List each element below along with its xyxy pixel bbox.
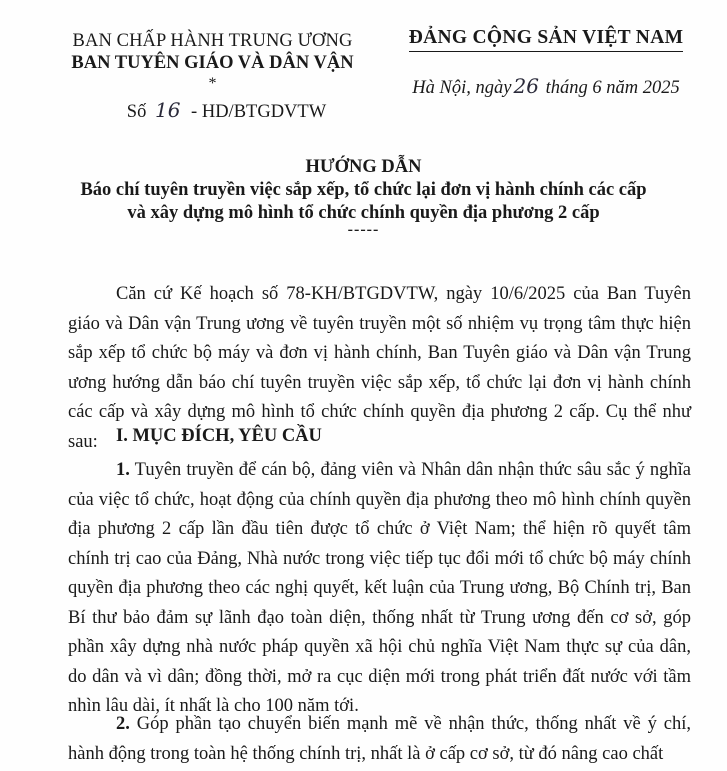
document-subtitle-line1: Báo chí tuyên truyền việc sắp xếp, tổ chức lại đơn vị hành chính các cấp (80, 180, 647, 200)
item-1-block (68, 456, 691, 722)
party-name: ĐẢNG CỘNG SẢN VIỆT NAM (409, 26, 684, 52)
document-type-title: HƯỚNG DẪN (305, 157, 422, 177)
issuing-agency-header (40, 30, 385, 123)
item-2-paragraph (68, 710, 691, 769)
document-number-handwritten: 16 (154, 98, 181, 122)
document-subtitle-line2: và xây dựng mô hình tổ chức chính quyền địa phương 2 cấp (127, 202, 600, 223)
document-number-suffix: - HD/BTGDVTW (191, 102, 327, 122)
date-prefix: Hà Nội, ngày (412, 78, 512, 98)
item-1-paragraph (68, 456, 691, 722)
item-2-number: 2. (116, 714, 130, 734)
central-committee-name: BAN CHẤP HÀNH TRUNG ƯƠNG (72, 31, 353, 51)
section-heading: I. MỤC ĐÍCH, YÊU CẦU (116, 426, 322, 446)
document-number (40, 99, 385, 123)
document-title-block (40, 156, 687, 236)
place-date-line (398, 75, 694, 99)
party-header (398, 26, 694, 99)
item-1-text: Tuyên truyền để cán bộ, đảng viên và Nhân dân nhận thức sâu sắc ý nghĩa của việc tổ chức, hoạt động của chính quyền địa phương theo mô hình chính quyền địa phương 2 cấp lần đầu tiên được tổ chức ở Việt Nam; thể hiện rõ quyết tâm chính trị cao của Đảng, Nhà nước trong việc tiếp tục đổi mới tổ chức bộ máy chính quyền địa phương theo các nghị quyết, kết luận của Trung ương, Bộ Chính trị, Ban Bí thư bảo đảm sự lãnh đạo toàn diện, thống nhất từ Trung ương đến cơ sở, góp phần xây dựng nhà nước pháp quyền xã hội chủ nghĩa Việt Nam thực sự của dân, do dân và vì dân; đồng thời, mở ra cục diện mới trong phát triển đất nước với tầm nhìn lâu dài, ít nhất là cho 100 năm tới. (68, 460, 691, 716)
document-number-prefix: Số (126, 102, 147, 122)
intro-paragraph: Căn cứ Kế hoạch số 78-KH/BTGDVTW, ngày 10/6/2025 của Ban Tuyên giáo và Dân vận Trung ương về tuyên truyền một số nhiệm vụ trọng tâm thực hiện sắp xếp tổ chức bộ máy và đơn vị hành chính, Ban Tuyên giáo và Dân vận Trung ương hướng dẫn báo chí tuyên truyền việc sắp xếp, tổ chức lại đơn vị hành chính các cấp và xây dựng mô hình tổ chức chính quyền địa phương 2 cấp. Cụ thể như sau: (68, 284, 691, 452)
header-star: * (208, 75, 217, 92)
title-divider: ----- (347, 221, 380, 238)
date-day-handwritten: 26 (513, 74, 539, 98)
date-suffix: tháng 6 năm 2025 (545, 78, 680, 98)
issuing-board-name: BAN TUYÊN GIÁO VÀ DÂN VẬN (71, 53, 354, 73)
item-2-text: Góp phần tạo chuyển biến mạnh mẽ về nhận thức, thống nhất về ý chí, hành động trong toàn hệ thống chính trị, nhất là ở cấp cơ sở, từ đó nâng cao chất (68, 714, 691, 764)
item-1-number: 1. (116, 460, 130, 480)
item-2-block (68, 710, 691, 769)
